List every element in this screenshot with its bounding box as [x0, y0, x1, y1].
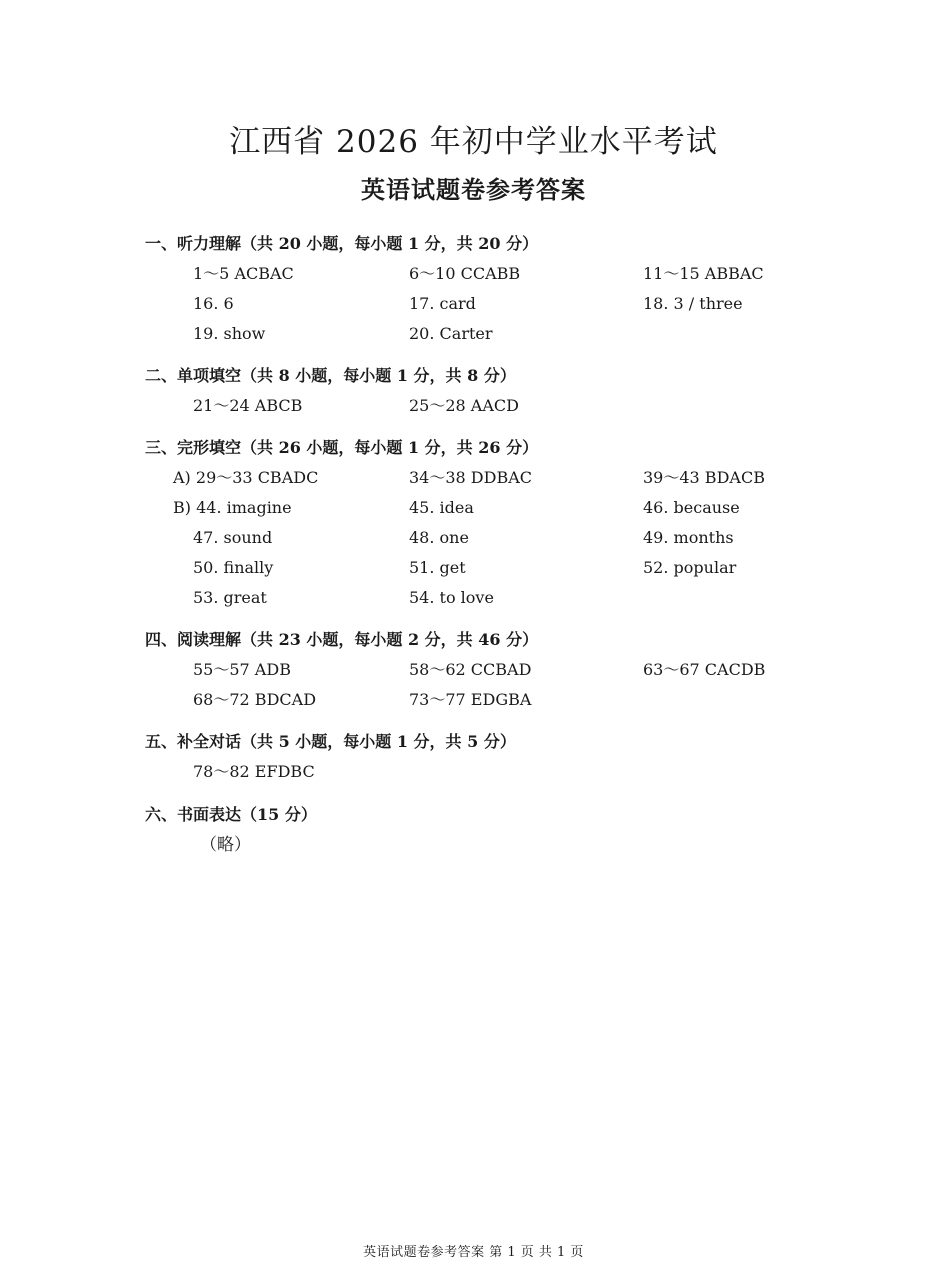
answer-cell: 73～77 EDGBA [409, 690, 532, 709]
section-heading: 五、补全对话（共 5 小题，每小题 1 分，共 5 分） [145, 732, 516, 751]
answer-row [145, 685, 905, 715]
section-cloze [145, 433, 905, 613]
page-subtitle: 英语试题卷参考答案 [361, 175, 586, 204]
answer-cell: 52. popular [643, 558, 737, 577]
answer-cell: 48. one [409, 528, 469, 547]
answer-cell: 45. idea [409, 498, 474, 517]
answer-cell: 50. finally [193, 558, 274, 577]
answer-cell: 1～5 ACBAC [193, 264, 294, 283]
section-heading: 三、完形填空（共 26 小题，每小题 1 分，共 26 分） [145, 438, 539, 457]
answer-cell: 49. months [643, 528, 734, 547]
answer-cell: 20. Carter [409, 324, 493, 343]
answer-row [145, 493, 905, 523]
page-title: 江西省 2026 年初中学业水平考试 [229, 124, 718, 160]
answer-row [145, 553, 905, 583]
section-writing [145, 800, 905, 870]
answer-cell: 78～82 EFDBC [193, 762, 315, 781]
page-number: 第 1 页 共 1 页 [489, 1245, 584, 1260]
answer-row [145, 655, 905, 685]
footer-label: 英语试题卷参考答案 [363, 1245, 485, 1260]
answer-row [145, 319, 905, 349]
answer-cell: 16. 6 [193, 294, 234, 313]
answer-row [145, 289, 905, 319]
answer-row [145, 259, 905, 289]
answer-cell: 58～62 CCBAD [409, 660, 532, 679]
section-listening [145, 229, 905, 349]
section-single-choice [145, 361, 905, 421]
answer-cell: 17. card [409, 294, 476, 313]
answer-cell: B) 44. imagine [173, 498, 292, 517]
answer-row [145, 583, 905, 613]
section-heading: 二、单项填空（共 8 小题，每小题 1 分，共 8 分） [145, 366, 516, 385]
answer-cell: 6～10 CCABB [409, 264, 521, 283]
answer-cell: 39～43 BDACB [643, 468, 765, 487]
answer-cell: 68～72 BDCAD [193, 690, 317, 709]
answer-cell: 18. 3 / three [643, 294, 743, 313]
section-dialogue [145, 727, 905, 787]
answer-cell: 53. great [193, 588, 267, 607]
answer-cell: 55～57 ADB [193, 660, 291, 679]
answer-cell: 47. sound [193, 528, 273, 547]
answer-cell: 19. show [193, 324, 266, 343]
answer-row [145, 463, 905, 493]
answer-cell: 11～15 ABBAC [643, 264, 764, 283]
answer-row [145, 523, 905, 553]
answer-cell: 46. because [643, 498, 740, 517]
section-heading: 四、阅读理解（共 23 小题，每小题 2 分，共 46 分） [145, 630, 539, 649]
section-heading: 一、听力理解（共 20 小题，每小题 1 分，共 20 分） [145, 234, 539, 253]
section-heading: 六、书面表达（15 分） [145, 805, 317, 824]
page-footer [0, 1241, 947, 1260]
answer-cell: 21～24 ABCB [193, 396, 303, 415]
answer-cell: A) 29～33 CBADC [173, 468, 319, 487]
answer-cell: 25～28 AACD [409, 396, 519, 415]
answer-row [145, 757, 905, 787]
answer-cell: 34～38 DDBAC [409, 468, 533, 487]
answer-cell: 63～67 CACDB [643, 660, 766, 679]
answer-cell: 54. to love [409, 588, 494, 607]
answer-row [145, 391, 905, 421]
omitted-note: （略） [200, 835, 251, 855]
answer-cell: 51. get [409, 558, 466, 577]
section-reading [145, 625, 905, 715]
